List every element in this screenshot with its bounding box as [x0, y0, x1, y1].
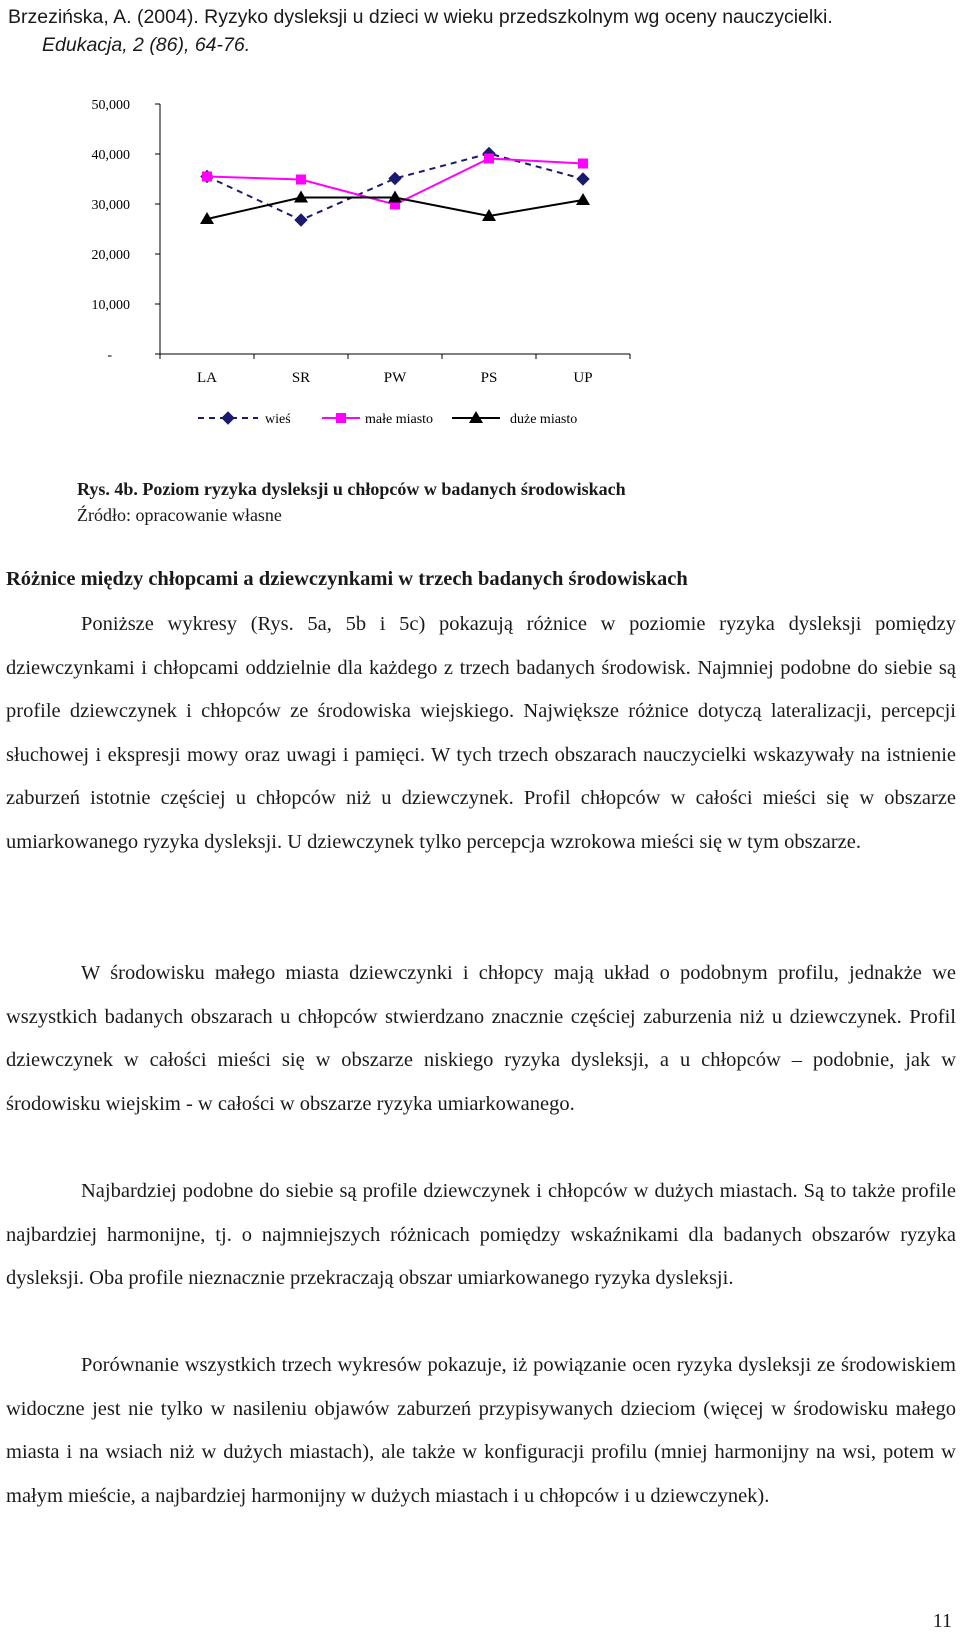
paragraph-2: W środowisku małego miasta dziewczynki i chłopcy mają układ o podobnym profilu, jednakże we wszystkich badanych obszarach u chłopców stwierdzano znacznie częściej zaburzenia niż u dziewczynek. Profil dziewczynek w całości mieści się w obszarze niskiego ryzyka dysleksji, a u chłopców – podobnie, jak w środowisku wiejskim - w całości w obszarze ryzyka umiarkowanego.	[6, 962, 956, 1115]
y-tick-label: 40,000	[91, 148, 130, 163]
x-tick-label: UP	[573, 370, 593, 386]
x-tick-label: LA	[197, 370, 217, 386]
x-tick-label: PW	[383, 370, 407, 386]
y-tick-label: 50,000	[91, 98, 130, 113]
data-point	[578, 159, 588, 169]
paragraph-4: Porównanie wszystkich trzech wykresów pokazuje, iż powiązanie ocen ryzyka dysleksji ze środowiskiem widoczne jest nie tylko w nasileniu objawów zaburzeń przypisywanych dzieciom (więcej w środowisku małego miasta i na wsiach niż w dużych miastach), ale także w konfiguracji profilu (mniej harmonijny na wsi, potem w małym mieście, a najbardziej harmonijny w dużych miastach i u chłopców i u dziewczynek).	[6, 1354, 956, 1507]
page-number: 11	[932, 1610, 952, 1632]
legend-label-2: małe miasto	[365, 412, 434, 427]
legend-marker-2	[336, 413, 346, 423]
data-point	[202, 172, 212, 182]
figure-caption: Rys. 4b. Poziom ryzyka dysleksji u chłopców w badanych środowiskach	[77, 479, 626, 499]
figure-source: Źródło: opracowanie własne	[77, 505, 282, 525]
data-point	[576, 193, 590, 205]
y-tick-label: 30,000	[91, 198, 130, 213]
reference-line-2: Edukacja, 2 (86), 64-76.	[42, 34, 251, 56]
y-tick-label: 20,000	[91, 248, 130, 263]
paragraph-3: Najbardziej podobne do siebie są profile dziewczynek i chłopców w dużych miastach. Są to także profile najbardziej harmonijne, tj. o najmniejszych różnicach pomiędzy wskaźnikami dla badanych obszarów ryzyka dysleksji. Oba profile nieznacznie przekraczają obszar umiarkowanego ryzyka dysleksji.	[6, 1180, 956, 1290]
x-tick-label: SR	[291, 370, 311, 386]
reference-line-1: Brzezińska, A. (2004). Ryzyko dysleksji u dzieci w wieku przedszkolnym wg oceny nauczycielki.	[8, 6, 833, 28]
section-heading: Różnice między chłopcami a dziewczynkami w trzech badanych środowiskach	[6, 568, 688, 590]
y-tick-label: -	[107, 348, 112, 363]
line-chart	[0, 90, 700, 460]
paragraph-1: Poniższe wykresy (Rys. 5a, 5b i 5c) pokazują różnice w poziomie ryzyka dysleksji pomiędzy dziewczynkami i chłopcami oddzielnie dla każdego z trzech badanych środowisk. Najmniej podobne do siebie są profile dziewczynek i chłopców ze środowiska wiejskiego. Największe różnice dotyczą lateralizacji, percepcji słuchowej i ekspresji mowy oraz uwagi i pamięci. W tych trzech obszarach nauczycielki wskazywały na istnienie zaburzeń istotnie częściej u chłopców niż u dziewczynek. Profil chłopców w całości mieści się w obszarze umiarkowanego ryzyka dysleksji. U dziewczynek tylko percepcja wzrokowa mieści się w tym obszarze.	[6, 613, 956, 853]
y-tick-label: 10,000	[91, 298, 130, 313]
data-point	[484, 154, 494, 164]
data-point	[295, 214, 307, 226]
x-tick-label: PS	[480, 370, 498, 386]
legend-label-1: wieś	[265, 412, 291, 427]
data-point	[577, 173, 589, 185]
data-point	[389, 173, 401, 185]
data-point	[296, 175, 306, 185]
legend-label-3: duże miasto	[510, 412, 578, 427]
legend-marker-1	[222, 412, 234, 424]
